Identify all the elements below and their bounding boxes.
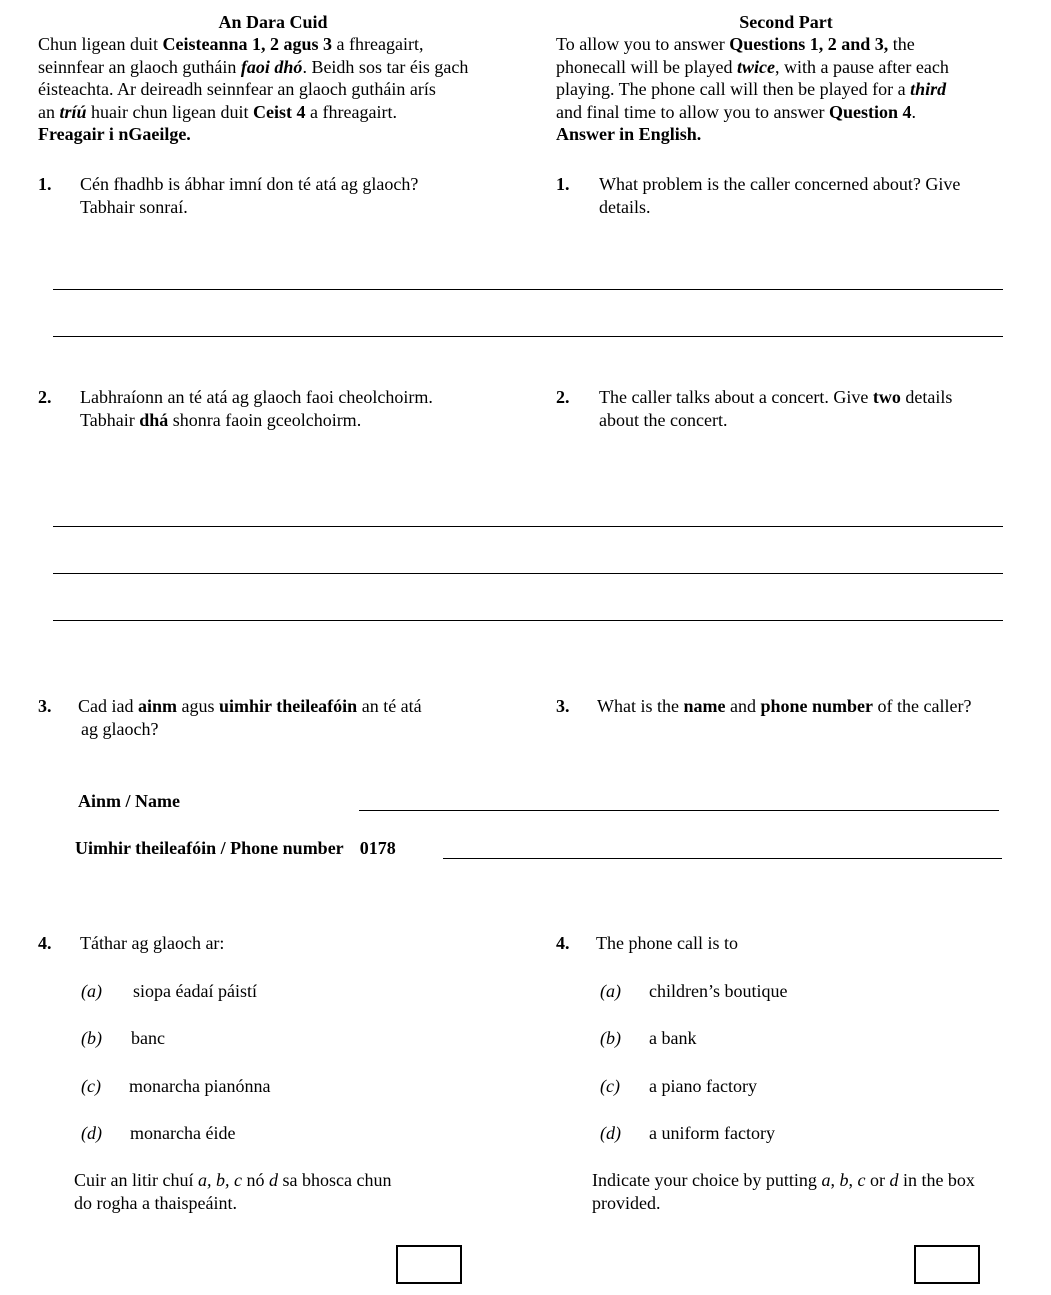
option-b-text-ga: banc <box>131 1028 165 1048</box>
q2-number-en: 2. <box>556 387 570 407</box>
option-b-letter-en: (b) <box>600 1028 621 1048</box>
q3-en-line-1: What is the name and phone number of the caller? <box>597 696 972 716</box>
option-b-letter-ga: (b) <box>81 1028 102 1048</box>
right-intro-line-4: and final time to allow you to answer Question 4. <box>556 101 916 122</box>
option-c-text-ga: monarcha pianónna <box>129 1076 271 1096</box>
option-a-letter-en: (a) <box>600 981 621 1001</box>
answer-box-ga[interactable] <box>396 1245 462 1284</box>
option-c-letter-en: (c) <box>600 1076 620 1096</box>
q4-number-ga: 4. <box>38 933 52 953</box>
q4-instruction-ga-line-1: Cuir an litir chuí a, b, c nó d sa bhosca chun <box>74 1170 392 1190</box>
option-a-letter-ga: (a) <box>81 981 102 1001</box>
q4-stem-ga: Táthar ag glaoch ar: <box>80 933 225 953</box>
left-intro-line-5: Freagair i nGaeilge. <box>38 124 191 144</box>
left-header-intro <box>38 33 518 146</box>
q1-text-ga <box>80 173 520 218</box>
right-intro-line-1: To allow you to answer Questions 1, 2 and 3, the <box>556 34 915 54</box>
q2-en-line-2: about the concert. <box>599 409 728 430</box>
right-intro-line-3: playing. The phone call will then be played for a third <box>556 79 947 99</box>
left-intro-line-2: seinnfear an glaoch gutháin faoi dhó. Beidh sos tar éis gach <box>38 56 469 77</box>
q2-answer-line-3[interactable] <box>53 620 1003 621</box>
q2-text-en <box>599 386 1039 431</box>
q2-answer-line-1[interactable] <box>53 526 1003 527</box>
q2-ga-line-2: Tabhair dhá shonra faoin gceolchoirm. <box>80 409 362 430</box>
option-c-letter-ga: (c) <box>81 1076 101 1096</box>
right-header-intro <box>556 33 1026 146</box>
q1-answer-line-2[interactable] <box>53 336 1003 337</box>
option-d-letter-ga: (d) <box>81 1123 102 1143</box>
left-intro-line-4: an tríú huair chun ligean duit Ceist 4 a fhreagairt. <box>38 101 397 122</box>
q4-number-en: 4. <box>556 933 570 953</box>
q3-number-en: 3. <box>556 696 570 716</box>
q4-instruction-en <box>592 1169 1047 1214</box>
q4-instruction-ga <box>74 1169 514 1214</box>
option-a-text-ga: siopa éadaí páistí <box>133 981 257 1001</box>
right-intro-line-2: phonecall will be played twice, with a pause after each <box>556 56 949 77</box>
option-a-text-en: children’s boutique <box>649 981 788 1001</box>
q2-number-ga: 2. <box>38 387 52 407</box>
answer-box-en[interactable] <box>914 1245 980 1284</box>
option-d-text-ga: monarcha éide <box>130 1123 236 1143</box>
q4-instruction-en-line-1: Indicate your choice by putting a, b, c or d in the box <box>592 1170 975 1190</box>
q4-instruction-ga-line-2: do rogha a thaispeáint. <box>74 1192 237 1213</box>
left-intro-line-1: Chun ligean duit Ceisteanna 1, 2 agus 3 a fhreagairt, <box>38 34 424 54</box>
q1-answer-line-1[interactable] <box>53 289 1003 290</box>
phone-label <box>75 837 396 860</box>
q4-stem-en: The phone call is to <box>596 933 738 953</box>
q4-instruction-en-line-2: provided. <box>592 1192 661 1213</box>
name-answer-line[interactable] <box>359 810 999 811</box>
right-intro-line-5: Answer in English. <box>556 124 702 144</box>
option-c-text-en: a piano factory <box>649 1076 757 1096</box>
q3-text-en <box>597 695 1047 718</box>
q1-text-en <box>599 173 1039 218</box>
q1-number-ga: 1. <box>38 174 52 194</box>
left-header-title: An Dara Cuid <box>218 12 328 32</box>
q2-text-ga <box>80 386 530 431</box>
q3-text-ga <box>78 695 528 740</box>
right-header-title: Second Part <box>739 12 833 32</box>
phone-answer-line[interactable] <box>443 858 1002 859</box>
q3-ga-line-1: Cad iad ainm agus uimhir theileafóin an té atá <box>78 696 422 716</box>
phone-prefix: 0178 <box>359 838 396 858</box>
option-d-text-en: a uniform factory <box>649 1123 775 1143</box>
phone-label-text: Uimhir theileafóin / Phone number <box>75 838 344 858</box>
q1-en-line-2: details. <box>599 196 651 217</box>
q2-en-line-1: The caller talks about a concert. Give two details <box>599 387 953 407</box>
q2-answer-line-2[interactable] <box>53 573 1003 574</box>
q3-ga-line-2: ag glaoch? <box>81 718 159 739</box>
q2-ga-line-1: Labhraíonn an té atá ag glaoch faoi cheolchoirm. <box>80 387 433 407</box>
option-d-letter-en: (d) <box>600 1123 621 1143</box>
q3-number-ga: 3. <box>38 696 52 716</box>
q1-en-line-1: What problem is the caller concerned about? Give <box>599 174 961 194</box>
q1-ga-line-1: Cén fhadhb is ábhar imní don té atá ag glaoch? <box>80 174 419 194</box>
q1-ga-line-2: Tabhair sonraí. <box>80 196 188 217</box>
q1-number-en: 1. <box>556 174 570 194</box>
left-intro-line-3: éisteachta. Ar deireadh seinnfear an glaoch gutháin arís <box>38 79 436 99</box>
name-label: Ainm / Name <box>78 791 180 811</box>
option-b-text-en: a bank <box>649 1028 697 1048</box>
